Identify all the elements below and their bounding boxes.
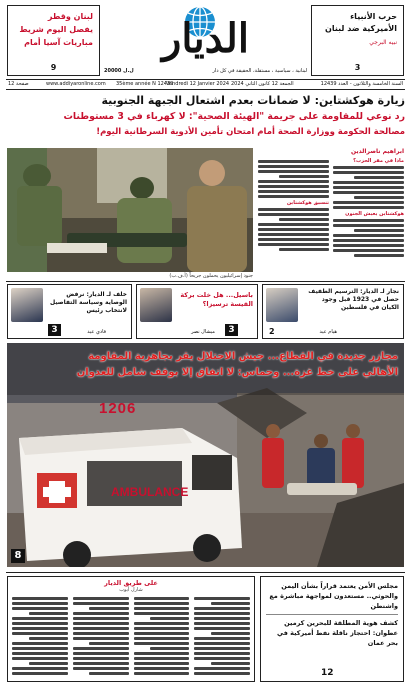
right-teaser-box[interactable] <box>311 5 404 76</box>
main-headline[interactable] <box>6 92 405 144</box>
page-number: 3 <box>354 63 361 72</box>
ambulance-number: 1206 <box>99 400 137 417</box>
page-number: 12 <box>321 668 334 678</box>
tagline: لبنانية ، سياسية ، مستقلة، الحقيقة في كل دار <box>212 68 307 74</box>
mid-card[interactable] <box>136 284 258 339</box>
mid-card-title: خلف لـ الديار: نرفض الوصاية وسياسة التفاصيل لانتخاب رئيس <box>50 291 127 314</box>
mid-card-title: نجار لـ الديار: الترسيم الطفيف حصل في 1923 قبل وجود الكيان في فلسطين <box>308 288 399 311</box>
issue-ar: السنة الخامسة والثلاثون - العدد 12439 <box>320 81 403 87</box>
ambulance-label: AMBULANCE <box>111 485 189 499</box>
editorial-columns <box>12 595 250 677</box>
price: 20000 ل.ل <box>104 68 134 74</box>
right-teaser-author: نبيه البرجي <box>369 39 397 46</box>
masthead-infobar <box>104 66 307 76</box>
left-teaser-line: مباريات آسيا أمام <box>24 38 93 47</box>
page-number: 9 <box>50 63 57 72</box>
author-photo <box>266 288 298 322</box>
mid-card-author: فادي عيد <box>87 329 106 335</box>
author-photo <box>11 288 43 322</box>
issue-fr: 35ème année N 12439 <box>116 81 174 87</box>
editorial-author: شارل أيوب <box>119 587 143 593</box>
lead-byline: ابراهيم ناصرالدين <box>351 148 404 155</box>
mid-card[interactable] <box>262 284 404 339</box>
website-link[interactable]: www.addiyaronline.com <box>46 81 106 87</box>
page-number: 3 <box>48 324 61 336</box>
right-news-box[interactable] <box>260 576 404 682</box>
right-news-item[interactable]: كشف هوية المطلقة للبحرين كرمين عطوان: احتجاز ناقلة نفط أميركية في بحر عمان <box>277 619 398 647</box>
editorial-box[interactable] <box>7 576 255 682</box>
col-heading: تنسيق هوكشتاين <box>286 200 329 206</box>
photo-caption: جنود إسرائيليون يحملون جريحاً (أ.ف.ب) <box>169 273 253 279</box>
soldiers-photo <box>7 148 253 272</box>
mid-card-title: باسيل... هل خلت بركة القيسة ترسيزا؟ <box>180 291 253 308</box>
photo-headline-line-2: الأهالي على خط غزة... وحماس: لا اتفاق إلا بوقف شامل للعدوان <box>76 367 398 378</box>
logo-text: الديار <box>162 15 249 62</box>
right-news-item[interactable]: مجلس الأمن يعتمد قراراً بشأن اليمن والحوثي.. مستعدون لمواجهة مباشرة مع واشنطن <box>269 582 398 610</box>
date-ar: الجمعة 12 كانون الثاني 2024 <box>231 81 294 87</box>
col-heading: ماذا في مقر الحزب؟ <box>353 158 404 164</box>
lead-story-text[interactable] <box>258 148 404 278</box>
page-number: 3 <box>225 324 238 336</box>
photo-headline-line-1: مجازر جديدة في القطاع... جيش الاحتلال يقر بجاهزية المقاومة <box>88 351 398 362</box>
date-fr: Vendredi 12 Janvier 2024 <box>166 81 230 87</box>
mid-card-author: ميشال نصر <box>191 329 215 335</box>
left-teaser-line: لبنان وقطر <box>47 12 93 21</box>
pages-count: 12 صفحة <box>8 81 29 87</box>
headline-line-1: زيارة هوكشتاين: لا ضمانات بعدم اشتعال الجبهة الجنوبية <box>101 94 405 107</box>
page-number: 8 <box>11 549 25 563</box>
author-photo <box>140 288 172 322</box>
right-teaser-line: حرب الأنبياء <box>350 12 397 21</box>
lead-photo[interactable] <box>7 148 253 272</box>
page-number: 2 <box>269 327 275 336</box>
headline-line-3: مصالحة الحكومة ووزارة الصحة أمام امتحان تأمين الأدوية السرطانية اليوم! <box>96 127 405 137</box>
date-bar <box>6 80 405 88</box>
col-heading: هوكشتاين يعيش الجنون <box>345 211 404 217</box>
left-teaser-line: يفصل اليوم شريط <box>19 25 93 34</box>
photo-headline[interactable] <box>11 349 398 381</box>
mid-card[interactable] <box>7 284 132 339</box>
gaza-photo[interactable] <box>7 343 404 567</box>
mid-card-author: هيام عيد <box>319 329 337 335</box>
editorial-title: على طريق الديار <box>104 579 158 587</box>
right-teaser-line: الأميركية ضد لبنان <box>325 24 397 33</box>
headline-line-2: رد نوعي للمقاومة على جريمة "الهيئة الصحية": لا كهرباء في 3 مستوطنات <box>63 111 405 122</box>
left-teaser-box[interactable] <box>7 5 100 76</box>
masthead-logo <box>104 4 307 64</box>
